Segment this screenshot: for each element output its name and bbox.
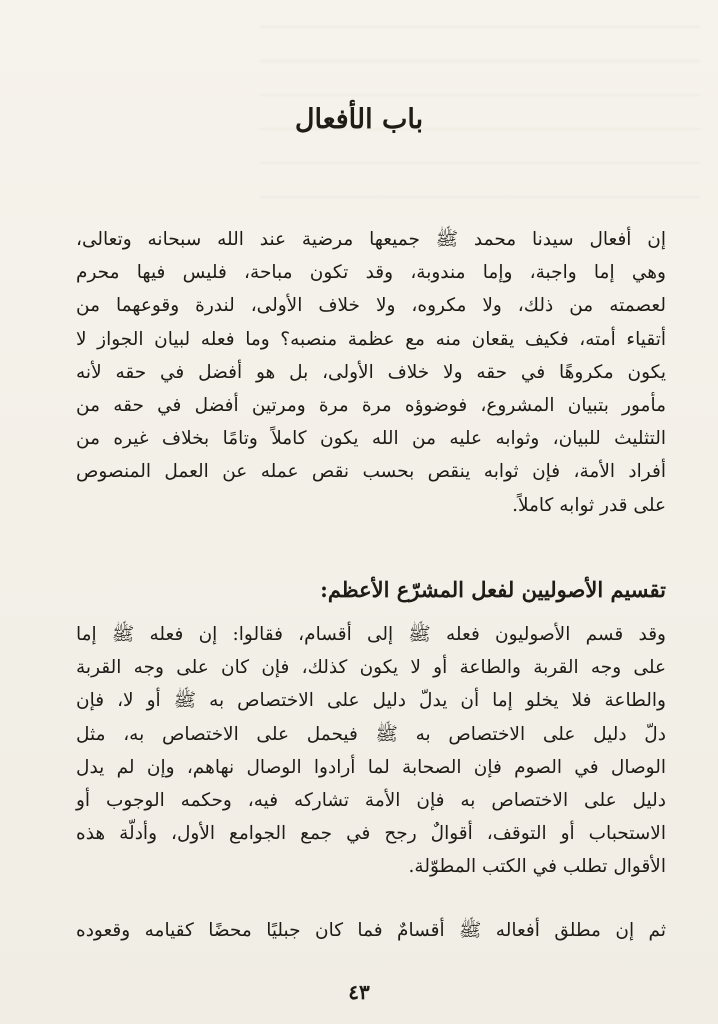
page-number: ٤٣ (348, 980, 370, 1004)
paragraph-line: دليل على الاختصاص به فإن الأمة تشاركه فيه، وحكمه الوجوب أو (76, 790, 666, 812)
paragraph-two (76, 618, 666, 884)
paragraph-three (76, 914, 666, 947)
paragraph-line: وهي إما واجبة، وإما مندوبة، وقد تكون مباحة، فليس فيها محرم (76, 262, 666, 284)
paragraph-line: أتقياء أمته، فكيف يقعان منه مع عظمة منصبه؟ وما فعله لبيان الجواز لا (76, 328, 666, 350)
paragraph-line: والطاعة فلا يخلو إما أن يدلّ دليل على الاختصاص به ﷺ أو لا، فإن (76, 690, 666, 712)
paragraph-line: التثليث للبيان، وثوابه عليه من الله يكون كاملاً وتامًا بخلاف غيره من (76, 428, 666, 450)
paragraph-line: على وجه القربة والطاعة أو لا يكون كذلك، فإن كان على وجه القربة (76, 657, 666, 679)
paragraph-line: دلّ دليل على الاختصاص به ﷺ فيحمل على الاختصاص به، مثل (76, 723, 666, 745)
paragraph-line: ثم إن مطلق أفعاله ﷺ أقسامٌ فما كان جبليًا محضًا كقيامه وقعوده (76, 920, 666, 941)
paragraph-line: أفراد الأمة، فإن ثوابه ينقص بحسب نقص عمله عن العمل المنصوص (76, 461, 666, 483)
paragraph-line: وقد قسم الأصوليون فعله ﷺ إلى أقسام، فقالوا: إن فعله ﷺ إما (76, 624, 666, 645)
paragraph-line: إن أفعال سيدنا محمد ﷺ جميعها مرضية عند الله سبحانه وتعالى، (76, 229, 666, 250)
paragraph-line: يكون مكروهًا في حقه ولا خلاف الأولى، بل هو أفضل في حقه لأنه (76, 361, 666, 383)
paragraph-line: مأمور بتبيان المشروع، فوضوؤه مرة مرة ومرتين أفضل في حقه من (76, 395, 666, 417)
section-heading: تقسيم الأصوليين لفعل المشرّع الأعظم: (320, 577, 666, 602)
paragraph-line: على قدر ثوابه كاملاً. (512, 494, 666, 516)
paragraph-line: الاستحباب أو التوقف، أقوالٌ رجح في جمع الجوامع الأول، وأدلّة هذه (76, 823, 666, 845)
page-title: باب الأفعال (294, 104, 424, 135)
paragraph-line: الأقوال تطلب في الكتب المطوّلة. (408, 856, 666, 878)
paragraph-line: الوصال في الصوم فإن الصحابة لما أرادوا الوصال نهاهم، وإن لم يدل (76, 756, 666, 778)
paragraph-line: لعصمته من ذلك، ولا مكروه، ولا خلاف الأولى، لندرة وقوعهما من (76, 295, 666, 317)
paragraph-one (76, 223, 666, 522)
